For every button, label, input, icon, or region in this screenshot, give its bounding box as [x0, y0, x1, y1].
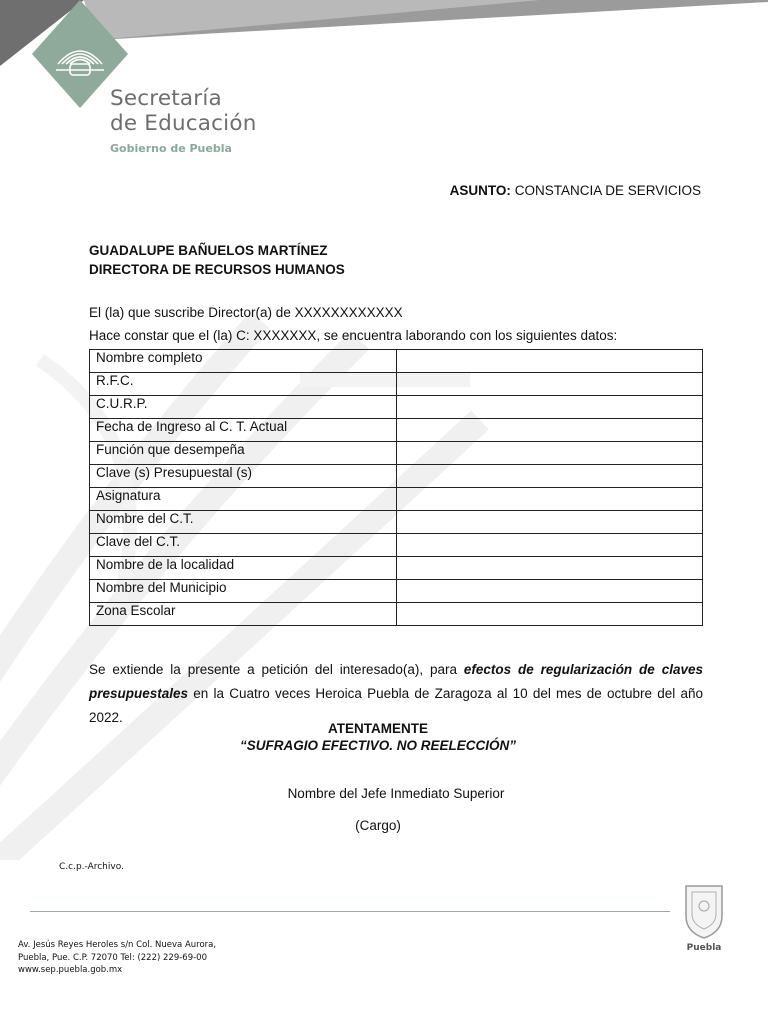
row-value[interactable]	[397, 580, 703, 603]
row-label: Función que desempeña	[90, 442, 397, 465]
address-line-2: Puebla, Pue. C.P. 72070 Tel: (222) 229-69-00	[18, 952, 207, 963]
table-row	[90, 534, 703, 557]
employee-data-table	[89, 349, 703, 626]
row-value[interactable]	[397, 419, 703, 442]
org-line-1: Secretaría	[110, 86, 222, 111]
row-label: C.U.R.P.	[90, 396, 397, 419]
closing-part-1: Se extiende la presente a petición del interesado(a), para	[89, 662, 464, 677]
subject-line	[450, 183, 701, 198]
row-label: Nombre del Municipio	[90, 580, 397, 603]
ccp-note: C.c.p.-Archivo.	[59, 862, 124, 872]
row-label: Nombre completo	[90, 350, 397, 373]
motto: “SUFRAGIO EFECTIVO. NO REELECCIÓN”	[239, 738, 517, 753]
row-value[interactable]	[397, 534, 703, 557]
row-value[interactable]	[397, 511, 703, 534]
subject-label: ASUNTO:	[449, 183, 511, 198]
footer-divider	[30, 911, 670, 912]
closing-emphasis: efectos de regularización de claves presupuestales	[89, 662, 703, 701]
table-row	[90, 419, 703, 442]
row-label: R.F.C.	[90, 373, 397, 396]
row-value[interactable]	[397, 603, 703, 626]
closing-paragraph	[89, 658, 703, 730]
row-value[interactable]	[397, 396, 703, 419]
row-label: Fecha de Ingreso al C. T. Actual	[90, 419, 397, 442]
addressee-block	[89, 241, 345, 279]
table-row	[90, 350, 703, 373]
table-row	[90, 557, 703, 580]
table-row	[90, 373, 703, 396]
closing-part-2: en la Cuatro veces Heroica Puebla de Zaragoza al 10 del mes de octubre del año 2022.	[89, 686, 703, 725]
row-label: Zona Escolar	[90, 603, 397, 626]
table-row	[90, 442, 703, 465]
row-value[interactable]	[397, 350, 703, 373]
organization-name	[110, 86, 257, 136]
table-row	[90, 511, 703, 534]
table-row	[90, 396, 703, 419]
intro-paragraph	[89, 301, 617, 347]
website-link[interactable]: www.sep.puebla.gob.mx	[18, 965, 123, 975]
row-value[interactable]	[397, 442, 703, 465]
addressee-name: GUADALUPE BAÑUELOS MARTÍNEZ	[89, 243, 328, 258]
atentamente-heading: ATENTAMENTE	[328, 721, 428, 736]
government-label: Gobierno de Puebla	[110, 142, 232, 155]
intro-line-1: El (la) que suscribe Director(a) de XXXXXXXXXXXX	[89, 305, 403, 320]
supervisor-position: (Cargo)	[355, 818, 401, 833]
row-label: Clave (s) Presupuestal (s)	[90, 465, 397, 488]
supervisor-name: Nombre del Jefe Inmediato Superior	[287, 786, 505, 801]
table-row	[90, 465, 703, 488]
puebla-seal-icon	[680, 880, 728, 956]
address-line-1: Av. Jesús Reyes Heroles s/n Col. Nueva Aurora,	[18, 940, 217, 950]
subject-value: CONSTANCIA DE SERVICIOS	[514, 183, 701, 198]
table-row	[90, 580, 703, 603]
table-row	[90, 603, 703, 626]
row-label: Clave del C.T.	[90, 534, 397, 557]
row-value[interactable]	[397, 373, 703, 396]
table-row	[90, 488, 703, 511]
seal-label: Puebla	[686, 943, 722, 953]
row-label: Nombre de la localidad	[90, 557, 397, 580]
addressee-title: DIRECTORA DE RECURSOS HUMANOS	[89, 262, 345, 277]
org-line-2: de Educación	[110, 111, 257, 136]
row-label: Nombre del C.T.	[90, 511, 397, 534]
row-value[interactable]	[397, 465, 703, 488]
footer-address	[18, 939, 216, 977]
row-value[interactable]	[397, 488, 703, 511]
row-label: Asignatura	[90, 488, 397, 511]
row-value[interactable]	[397, 557, 703, 580]
intro-line-2: Hace constar que el (la) C: XXXXXXX, se encuentra laborando con los siguientes datos:	[89, 328, 618, 343]
